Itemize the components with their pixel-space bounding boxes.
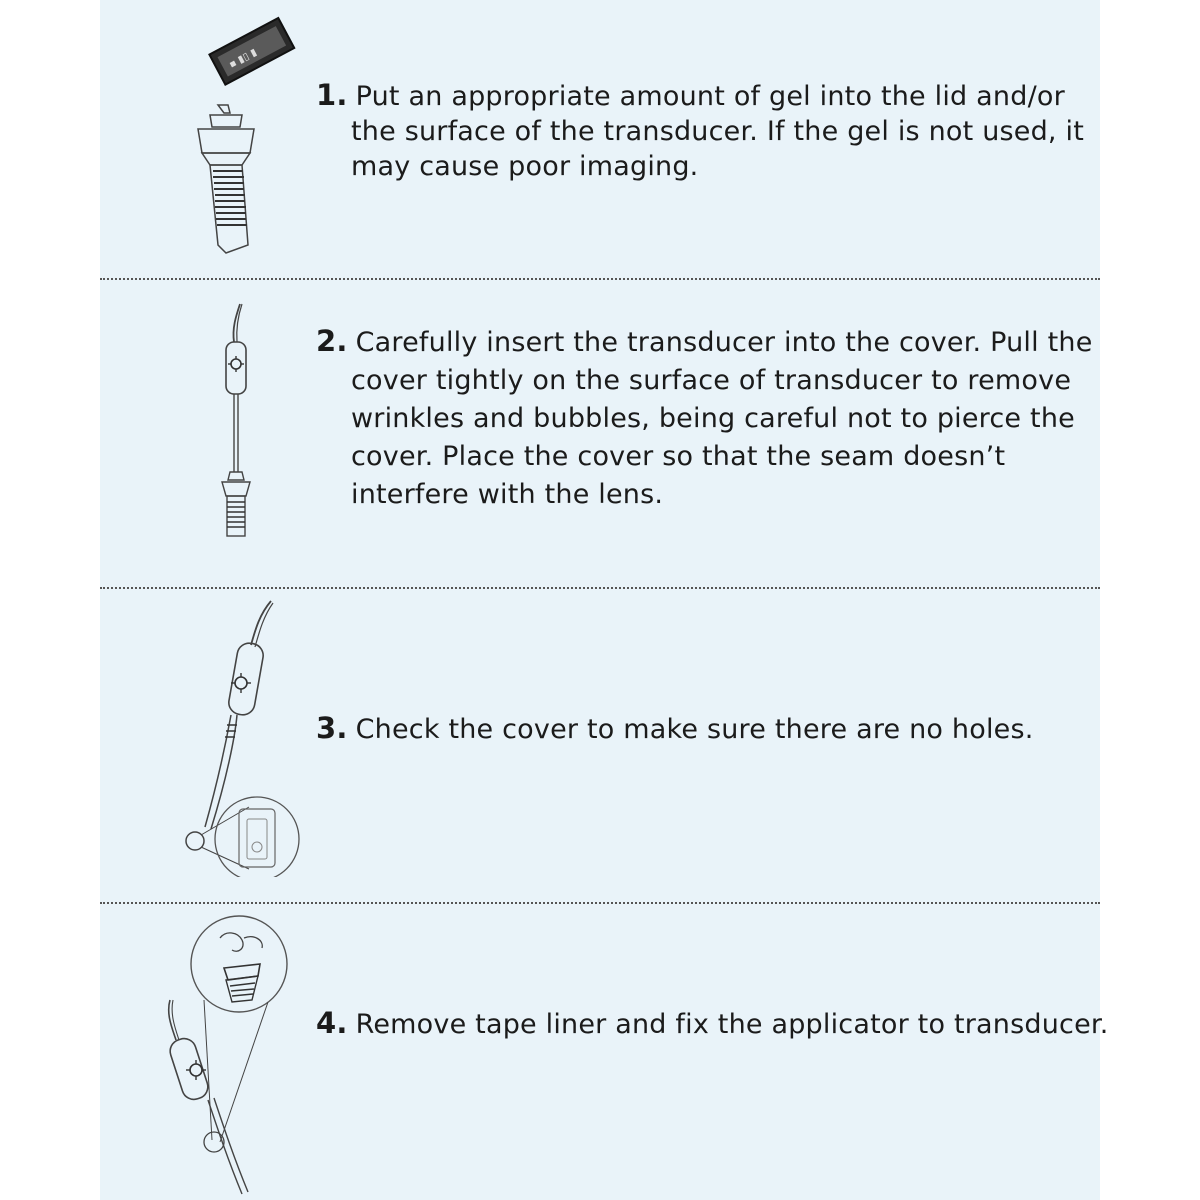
tape-liner-icon	[162, 910, 302, 1196]
step-line: wrinkles and bubbles, being careful not to pierce the	[351, 403, 1075, 434]
step-2-text	[316, 324, 1093, 510]
step-1-text	[316, 78, 1084, 182]
step-line: the surface of the transducer. If the gel is not used, it	[351, 116, 1084, 147]
step-line: cover. Place the cover so that the seam doesn’t	[351, 441, 1006, 472]
step-number: 1.	[316, 78, 348, 112]
svg-text:▪ ▮▯ ▮: ▪ ▮▯ ▮	[227, 46, 259, 71]
step-4	[100, 904, 1109, 1200]
instruction-sheet	[100, 0, 1109, 1200]
step-line: Put an appropriate amount of gel into the lid and/or	[355, 81, 1065, 112]
step-4-text	[316, 1006, 1109, 1040]
step-line: interfere with the lens.	[351, 479, 664, 510]
step-line: cover tightly on the surface of transducer to remove	[351, 365, 1072, 396]
check-cover-icon	[175, 597, 305, 877]
step-number: 2.	[316, 324, 348, 358]
step-line: Carefully insert the transducer into the cover. Pull the	[355, 327, 1093, 358]
step-1	[100, 0, 1100, 278]
insert-transducer-icon	[200, 302, 270, 542]
step-line: Remove tape liner and fix the applicator to transducer.	[355, 1009, 1109, 1040]
step-2	[100, 280, 1100, 586]
gel-packet-transducer-icon	[180, 5, 320, 260]
step-3-text	[316, 711, 1034, 745]
step-number: 4.	[316, 1006, 348, 1040]
step-line: Check the cover to make sure there are no holes.	[355, 714, 1034, 745]
step-3	[100, 589, 1100, 901]
step-number: 3.	[316, 711, 348, 745]
step-line: may cause poor imaging.	[351, 151, 699, 182]
